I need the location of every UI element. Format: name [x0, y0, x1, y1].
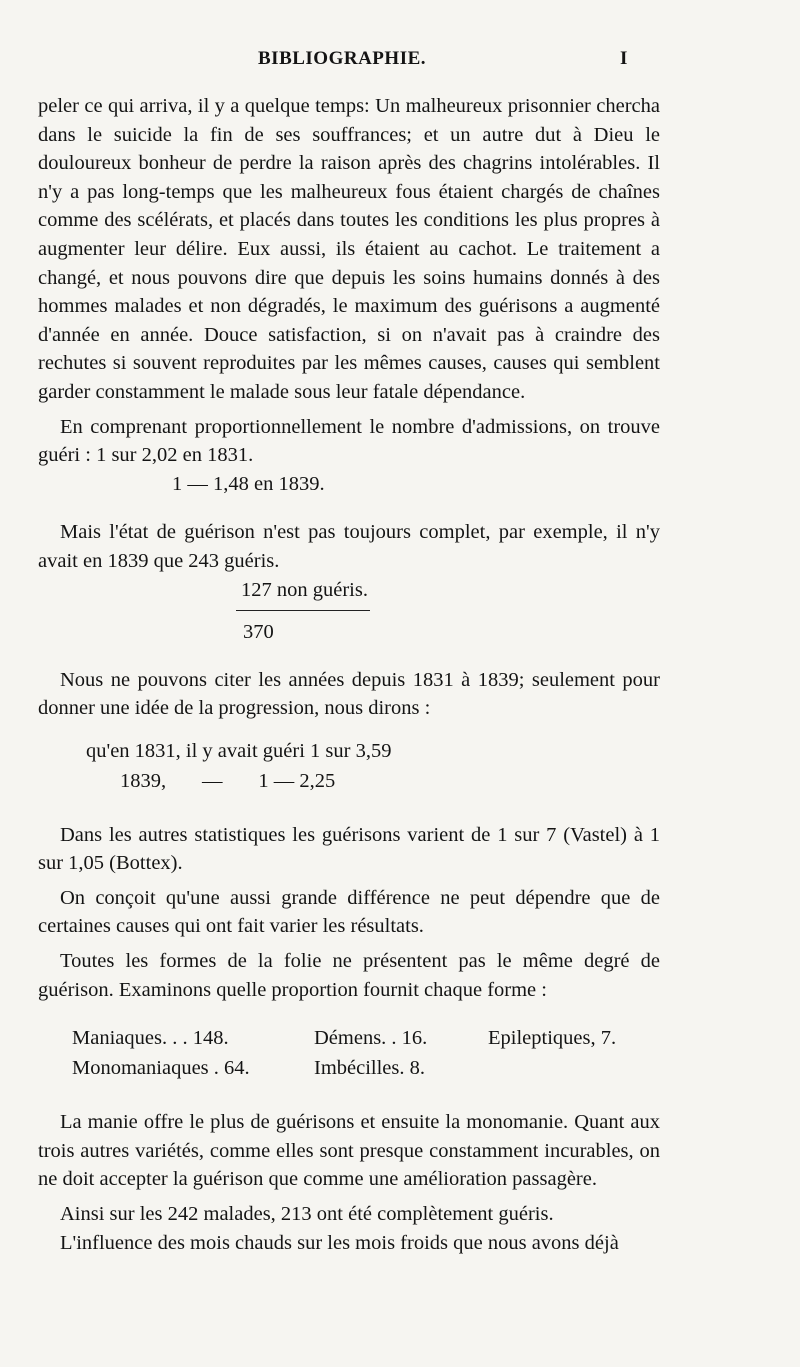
- forms-monomaniaques: Monomaniaques . 64.: [72, 1057, 250, 1080]
- ratio-1839: 1 — 1,48 en 1839.: [172, 472, 325, 495]
- page-header: [0, 48, 800, 78]
- cure-sum: [38, 576, 660, 660]
- forms-table: [38, 1024, 660, 1088]
- running-head: BIBLIOGRAPHIE.: [258, 48, 427, 69]
- paragraph-mania: La manie offre le plus de guérisons et ensuite la monomanie. Quant aux trois autres variétés, comme elles sont presque constamment incurables, on ne doit accepter la guérison que comme une amélioration passagère.: [38, 1111, 660, 1191]
- sum-total: 370: [243, 620, 274, 643]
- forms-demens: Démens. . 16.: [314, 1027, 428, 1050]
- paragraph-progression: Nous ne pouvons citer les années depuis 1831 à 1839; seulement pour donner une idée de la progression, nous dirons :: [38, 668, 660, 720]
- sum-rule: [236, 610, 370, 611]
- page-number: I: [620, 48, 628, 69]
- paragraph-partial-cure: Mais l'état de guérison n'est pas toujours complet, par exemple, il n'y avait en 1839 que 243 guéris.: [38, 521, 660, 572]
- forms-epileptiques: Epileptiques, 7.: [488, 1027, 617, 1050]
- body-text: [38, 92, 660, 1257]
- forms-maniaques: Maniaques. . . 148.: [72, 1027, 229, 1050]
- paragraph-continuation: peler ce qui arriva, il y a quelque temps: Un malheureux prisonnier chercha dans le suicide la fin de ses souffrances; et un autre dut à Dieu le douloureux bonheur de perdre la raison après des chagrins intolérables. Il n'y a pas long-temps que les malheureux fous étaient chargés de chaînes comme des scélérats, et placés dans toutes les conditions les plus propres à augmenter leur délire. Eux aussi, ils étaient au cachot. Le traitement a changé, et nous pouvons dire que depuis les soins humains donnés à des hommes malades et non dégradés, le maximum des guérisons a augmenté d'année en année. Douce satisfaction, si on n'avait pas à craindre des rechutes si souvent reproduites par les mêmes causes, causes qui semblent garder constamment le malade sous leur fatale dépendance.: [38, 95, 660, 403]
- paragraph-other-statistics: Dans les autres statistiques les guérisons varient de 1 sur 7 (Vastel) à 1 sur 1,05 (Bottex).: [38, 823, 660, 875]
- forms-imbeciles: Imbécilles. 8.: [314, 1057, 426, 1080]
- non-healed-count: 127 non guéris.: [241, 578, 368, 601]
- paragraph-influence: L'influence des mois chauds sur les mois froids que nous avons déjà: [60, 1231, 619, 1254]
- progression-1831: qu'en 1831, il y avait guéri 1 sur 3,59: [86, 739, 392, 762]
- paragraph-difference: On conçoit qu'une aussi grande différence ne peut dépendre que de certaines causes qui ont fait varier les résultats.: [38, 886, 660, 938]
- progression-1839: 1839, — 1 — 2,25: [120, 769, 336, 792]
- paragraph-admissions: En comprenant proportionnellement le nombre d'admissions, on trouve guéri : 1 sur 2,02 en 1831.: [38, 415, 660, 467]
- progression-comparison: [38, 737, 660, 801]
- paragraph-forms: Toutes les formes de la folie ne présentent pas le même degré de guérison. Examinons quelle proportion fournit chaque forme :: [38, 950, 660, 1001]
- paragraph-cured-total: Ainsi sur les 242 malades, 213 ont été complètement guéris.: [60, 1203, 554, 1226]
